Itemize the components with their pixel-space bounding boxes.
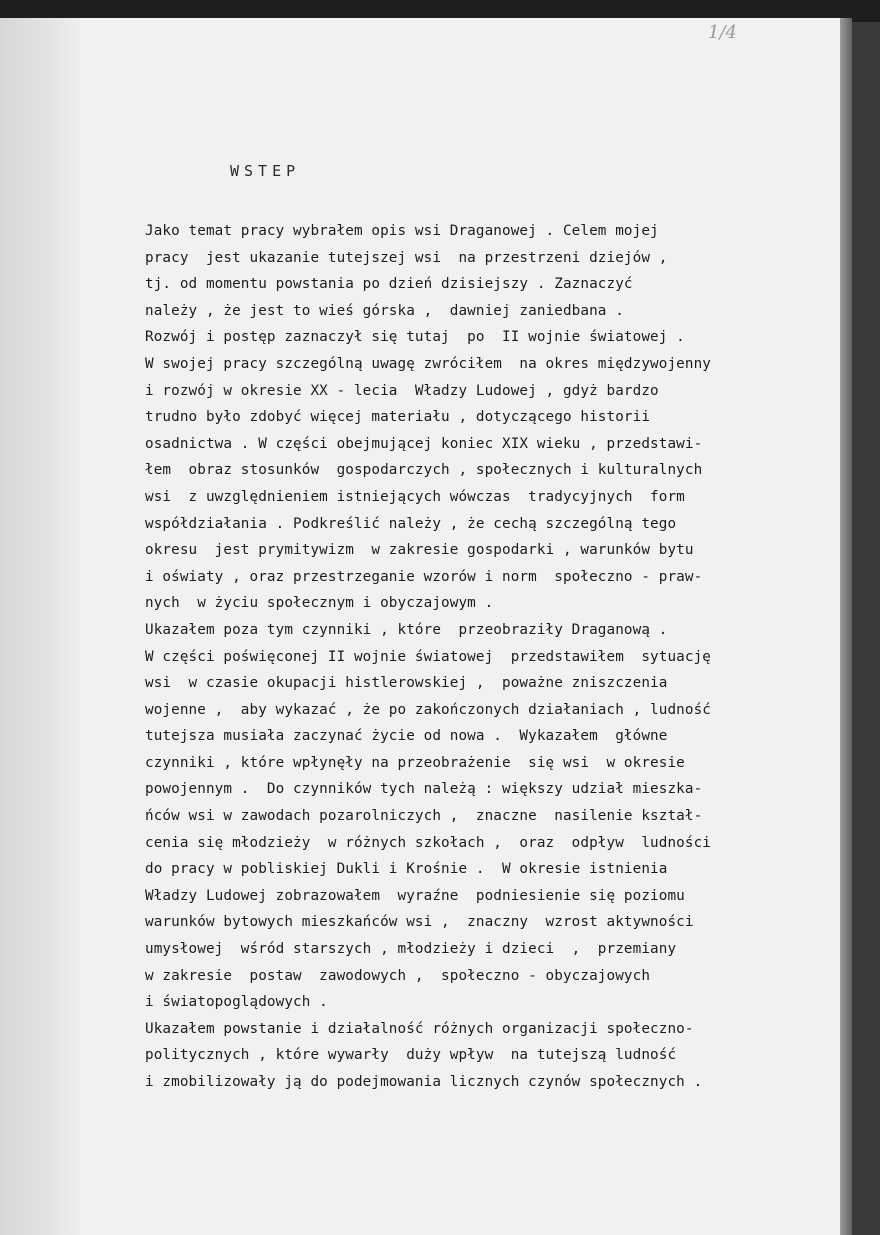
text-line: politycznych , które wywarły duży wpływ na tutejszą ludność <box>145 1047 677 1064</box>
body-text <box>145 218 845 1096</box>
text-line: tutejsza musiała zaczynać życie od nowa . Wykazałem główne <box>145 728 668 745</box>
text-line: Ukazałem powstanie i działalność różnych organizacji społeczno- <box>145 1020 694 1037</box>
text-line: Jako temat pracy wybrałem opis wsi Draganowej . Celem mojej <box>145 223 659 239</box>
text-line: ńców wsi w zawodach pozarolniczych , znaczne nasilenie kształ- <box>145 808 703 825</box>
text-line: powojennym . Do czynników tych należą : większy udział mieszka- <box>145 781 703 798</box>
text-line: Rozwój i postęp zaznaczył się tutaj po II wojnie światowej . <box>145 329 685 346</box>
document-page <box>0 18 852 1235</box>
text-line: Ukazałem poza tym czynniki , które przeobraziły Draganową . <box>145 621 668 638</box>
text-line: do pracy w pobliskiej Dukli i Krośnie . W okresie istnienia <box>145 861 668 878</box>
text-line: w zakresie postaw zawodowych , społeczno - obyczajowych <box>145 967 651 984</box>
text-line: wsi z uwzględnieniem istniejących wówczas tradycyjnych form <box>145 488 685 505</box>
text-line: W części poświęconej II wojnie światowej przedstawiłem sytuację <box>145 648 711 665</box>
text-line: W swojej pracy szczególną uwagę zwróciłem na okres międzywojenny <box>145 355 711 372</box>
text-line: pracy jest ukazanie tutejszej wsi na przestrzeni dziejów , <box>145 249 668 266</box>
text-line: cenia się młodzieży w różnych szkołach , oraz odpływ ludności <box>145 834 711 851</box>
text-line: warunków bytowych mieszkańców wsi , znaczny wzrost aktywności <box>145 914 694 931</box>
section-heading: WSTEP <box>230 162 301 180</box>
text-line: umysłowej wśród starszych , młodzieży i dzieci , przemiany <box>145 941 677 958</box>
text-line: wojenne , aby wykazać , że po zakończonych działaniach , ludność <box>145 701 711 718</box>
text-line: czynniki , które wpłynęły na przeobrażenie się wsi w okresie <box>145 754 685 771</box>
text-line: i światopoglądowych . <box>145 994 328 1011</box>
text-line: trudno było zdobyć więcej materiału , dotyczącego historii <box>145 409 651 426</box>
text-line: należy , że jest to wieś górska , dawniej zaniedbana . <box>145 302 624 319</box>
page-number-mark: 1/4 <box>708 22 737 43</box>
text-line: łem obraz stosunków gospodarczych , społecznych i kulturalnych <box>145 462 703 479</box>
text-line: tj. od momentu powstania po dzień dzisiejszy . Zaznaczyć <box>145 276 633 293</box>
text-line: nych w życiu społecznym i obyczajowym . <box>145 595 494 612</box>
page-fold-shadow <box>0 18 80 1235</box>
text-line: i rozwój w okresie XX - lecia Władzy Ludowej , gdyż bardzo <box>145 382 659 399</box>
text-line: okresu jest prymitywizm w zakresie gospodarki , warunków bytu <box>145 542 694 559</box>
text-line: osadnictwa . W części obejmującej koniec XIX wieku , przedstawi- <box>145 435 703 452</box>
text-line: wsi w czasie okupacji histlerowskiej , poważne zniszczenia <box>145 675 668 692</box>
text-line: i zmobilizowały ją do podejmowania licznych czynów społecznych . <box>145 1074 703 1090</box>
text-line: współdziałania . Podkreślić należy , że cechą szczególną tego <box>145 515 677 532</box>
text-line: Władzy Ludowej zobrazowałem wyraźne podniesienie się poziomu <box>145 887 685 904</box>
text-line: i oświaty , oraz przestrzeganie wzorów i norm społeczno - praw- <box>145 568 703 585</box>
